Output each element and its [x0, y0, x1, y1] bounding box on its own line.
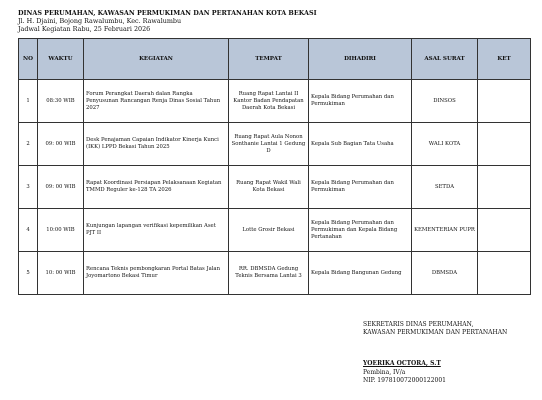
column-header-tempat: TEMPAT	[229, 39, 309, 80]
cell-kegiatan: Rencana Teknis pembongkaran Portal Batas Jalan Joyomartono Bekasi Timur	[84, 252, 229, 295]
table-row	[19, 209, 531, 252]
cell-tempat: Ruang Rapat Lantai II Kantor Badan Pendapatan Daerah Kota Bekasi	[229, 80, 309, 123]
schedule-table	[18, 38, 531, 295]
cell-ket	[478, 166, 531, 209]
cell-kegiatan: Desk Penajaman Capaian Indikator Kinerja Kunci (IKK) LPPD Bekasi Tahun 2025	[84, 123, 229, 166]
agency-name: DINAS PERUMAHAN, KAWASAN PERMUKIMAN DAN PERTANAHAN KOTA BEKASI	[18, 9, 317, 17]
table-row	[19, 123, 531, 166]
cell-waktu: 10:00 WIB	[38, 209, 84, 252]
cell-waktu: 09: 00 WIB	[38, 166, 84, 209]
cell-dihadiri: Kepala Bidang Perumahan dan Permukiman dan Kepala Bidang Pertanahan	[309, 209, 412, 252]
cell-ket	[478, 123, 531, 166]
column-header-dihadiri: DIHADIRI	[309, 39, 412, 80]
table-row	[19, 252, 531, 295]
cell-kegiatan: Forum Perangkat Daerah dalan Rangka Penyusunan Rancangan Renja Dinas Sosial Tahun 2027	[84, 80, 229, 123]
agency-address: Jl. H. Djaini, Bojong Rawalumbu, Kec. Rawalumbu	[18, 17, 182, 26]
signatory-title-line2: KAWASAN PERMUKIMAN DAN PERTANAHAN	[363, 329, 508, 337]
cell-tempat: RR. DBMSDA Gedung Teknis Bersama Lantai 3	[229, 252, 309, 295]
cell-dihadiri: Kepala Sub Bagian Tata Usaha	[309, 123, 412, 166]
cell-kegiatan: Rapat Koordinasi Persiapan Pelaksanaan Kegiatan TMMD Reguler ke-128 TA 2026	[84, 166, 229, 209]
cell-ket	[478, 209, 531, 252]
signature-space	[363, 337, 507, 360]
cell-no: 5	[19, 252, 38, 295]
cell-dihadiri: Kepala Bidang Perumahan dan Permukiman	[309, 80, 412, 123]
table-header-row	[19, 39, 531, 80]
cell-tempat: Ruang Rapat Wakil Wali Kota Bekasi	[229, 166, 309, 209]
cell-waktu: 09: 00 WIB	[38, 123, 84, 166]
table-row	[19, 80, 531, 123]
table-row	[19, 166, 531, 209]
cell-waktu: 10: 00 WIB	[38, 252, 84, 295]
cell-waktu: 08:30 WIB	[38, 80, 84, 123]
signatory-name: YOERIKA OCTORA, S.T	[363, 360, 441, 368]
cell-no: 2	[19, 123, 38, 166]
cell-dihadiri: Kepala Bidang Perumahan dan Permukiman	[309, 166, 412, 209]
cell-dihadiri: Kepala Bidang Bangunan Gedung	[309, 252, 412, 295]
cell-no: 4	[19, 209, 38, 252]
cell-tempat: Ruang Rapat Aula Nonon Sonthanie Lantai 1 Gedung D	[229, 123, 309, 166]
schedule-date: Jadwal Kegiatan Rabu, 25 Februari 2026	[18, 25, 151, 34]
cell-no: 3	[19, 166, 38, 209]
column-header-no: NO	[19, 39, 38, 80]
cell-asal-surat: WALI KOTA	[412, 123, 478, 166]
signatory-rank: Pembina, IV/a	[363, 368, 406, 376]
cell-ket	[478, 252, 531, 295]
cell-kegiatan: Kunjungan lapangan verifikasi kepemilikan Aset PJT II	[84, 209, 229, 252]
cell-asal-surat: DINSOS	[412, 80, 478, 123]
cell-no: 1	[19, 80, 38, 123]
column-header-asal-surat: ASAL SURAT	[412, 39, 478, 80]
cell-asal-surat: KEMENTERIAN PUPR	[412, 209, 478, 252]
column-header-ket: KET	[478, 39, 531, 80]
column-header-kegiatan: KEGIATAN	[84, 39, 229, 80]
cell-asal-surat: DBMSDA	[412, 252, 478, 295]
column-header-waktu: WAKTU	[38, 39, 84, 80]
cell-ket	[478, 80, 531, 123]
document-header	[18, 9, 317, 34]
signatory-title-line1: SEKRETARIS DINAS PERUMAHAN,	[363, 321, 474, 328]
signatory-nip: NIP. 197810072000122001	[363, 376, 446, 384]
signature-block	[363, 321, 507, 385]
cell-asal-surat: SETDA	[412, 166, 478, 209]
cell-tempat: Lotte Grosir Bekasi	[229, 209, 309, 252]
